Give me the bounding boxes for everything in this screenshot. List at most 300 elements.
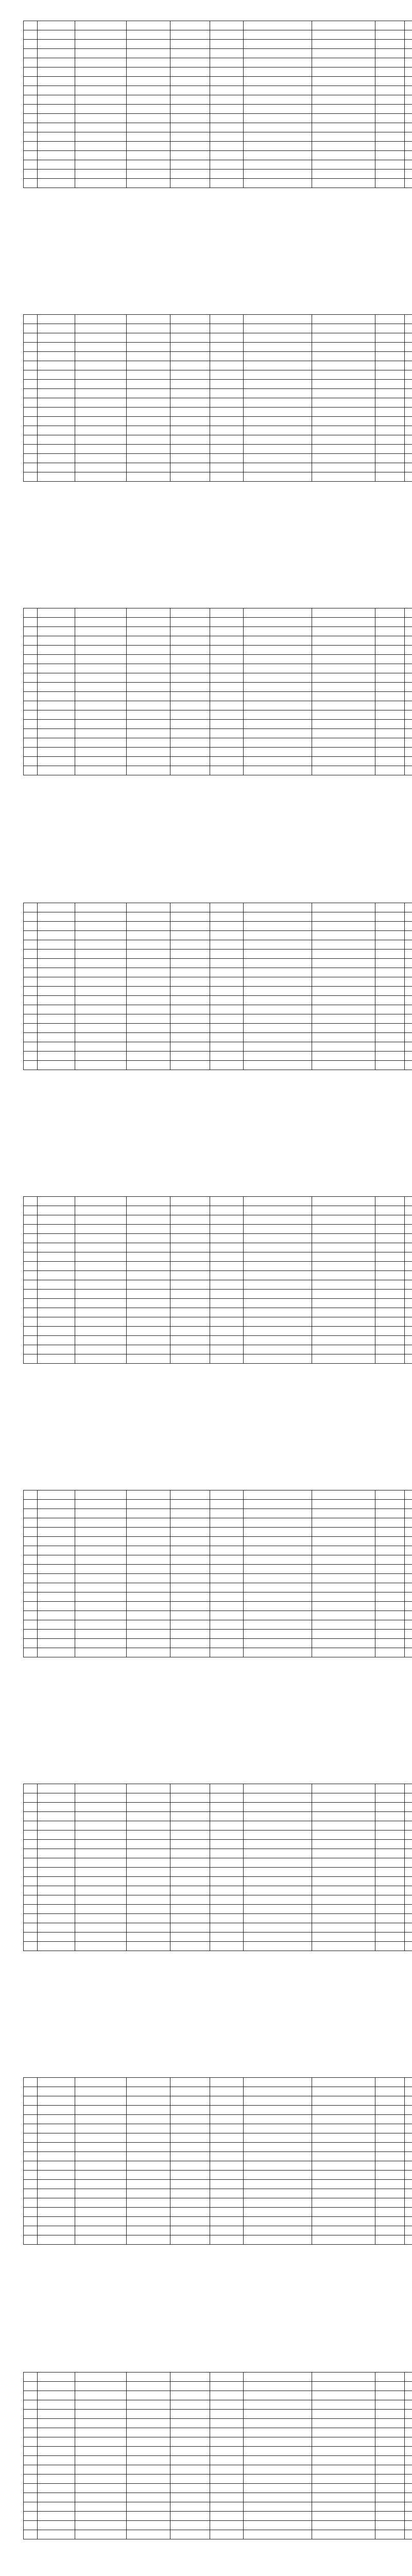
table-cell: [127, 1317, 170, 1327]
table-cell: [405, 2152, 412, 2161]
table-row: [24, 2410, 412, 2419]
table-cell: [405, 1803, 412, 1812]
table-row: [24, 1914, 412, 1923]
table-cell: [75, 1234, 127, 1243]
table-cell: [244, 49, 312, 58]
table-cell: [170, 2087, 210, 2096]
table-cell: [244, 2410, 312, 2419]
row-number-cell: [24, 2428, 38, 2437]
table-cell: [75, 1061, 127, 1070]
table-cell: [38, 977, 75, 987]
table-cell: [170, 748, 210, 757]
table-cell: [375, 1555, 405, 1565]
row-number-cell: [24, 1299, 38, 1308]
table-cell: [210, 1895, 244, 1905]
table-cell: [405, 77, 412, 86]
table-row: [24, 1611, 412, 1620]
row-number-cell: [24, 2217, 38, 2226]
table-cell: [244, 2161, 312, 2171]
table-cell: [312, 646, 375, 655]
table-cell: [170, 463, 210, 472]
table-cell: [38, 1024, 75, 1033]
row-number-cell: [24, 692, 38, 701]
table-cell: [127, 333, 170, 343]
row-number-cell: [24, 1327, 38, 1336]
table-cell: [312, 1206, 375, 1215]
row-number-cell: [24, 2106, 38, 2115]
table-cell: [75, 1024, 127, 1033]
table-row: [24, 922, 412, 931]
table-cell: [127, 151, 170, 160]
row-number-cell: [24, 636, 38, 646]
table-cell: [170, 977, 210, 987]
table-cell: [210, 160, 244, 170]
table-cell: [405, 912, 412, 922]
table-cell: [127, 2226, 170, 2235]
table-cell: [405, 1327, 412, 1336]
table-cell: [312, 1052, 375, 1061]
table-cell: [405, 1574, 412, 1583]
table-cell: [75, 1812, 127, 1821]
table-cell: [312, 1336, 375, 1345]
table-row: [24, 160, 412, 170]
table-cell: [244, 352, 312, 361]
table-cell: [312, 912, 375, 922]
table-cell: [375, 315, 405, 324]
table-cell: [170, 1243, 210, 1252]
table-cell: [170, 738, 210, 748]
table-cell: [405, 2115, 412, 2124]
table-cell: [210, 1849, 244, 1858]
table-cell: [127, 655, 170, 664]
table-cell: [38, 1354, 75, 1364]
table-cell: [38, 2447, 75, 2456]
row-number-cell: [24, 2372, 38, 2382]
table-cell: [38, 114, 75, 123]
table-cell: [127, 729, 170, 738]
table-cell: [210, 1914, 244, 1923]
table-cell: [375, 408, 405, 417]
table-cell: [312, 2078, 375, 2087]
table-row: [24, 315, 412, 324]
table-cell: [312, 2171, 375, 2180]
table-cell: [244, 2226, 312, 2235]
table-row: [24, 950, 412, 959]
table-cell: [244, 1639, 312, 1648]
row-number-cell: [24, 1583, 38, 1592]
table-cell: [38, 748, 75, 757]
table-cell: [75, 1005, 127, 1014]
table-cell: [312, 1821, 375, 1831]
table-cell: [210, 1942, 244, 1951]
table-cell: [38, 333, 75, 343]
table-cell: [312, 30, 375, 40]
row-number-cell: [24, 1630, 38, 1639]
table-cell: [375, 132, 405, 142]
table-cell: [38, 1234, 75, 1243]
table-cell: [405, 931, 412, 940]
table-cell: [127, 324, 170, 333]
table-cell: [375, 1509, 405, 1518]
table-cell: [75, 710, 127, 720]
row-number-cell: [24, 1611, 38, 1620]
table-cell: [405, 343, 412, 352]
table-cell: [75, 2171, 127, 2180]
table-cell: [244, 2493, 312, 2502]
table-cell: [375, 333, 405, 343]
table-cell: [127, 1555, 170, 1565]
table-cell: [210, 968, 244, 977]
row-number-cell: [24, 1215, 38, 1225]
table-cell: [375, 1620, 405, 1630]
row-number-cell: [24, 426, 38, 435]
row-number-cell: [24, 315, 38, 324]
table-cell: [210, 1886, 244, 1895]
table-cell: [405, 408, 412, 417]
table-row: [24, 2171, 412, 2180]
table-cell: [405, 2235, 412, 2245]
table-cell: [170, 40, 210, 49]
table-row: [24, 435, 412, 445]
table-cell: [75, 58, 127, 67]
table-cell: [38, 729, 75, 738]
table-cell: [375, 757, 405, 766]
table-row: [24, 977, 412, 987]
table-cell: [375, 729, 405, 738]
table-cell: [210, 766, 244, 775]
row-number-cell: [24, 2226, 38, 2235]
table-row: [24, 40, 412, 49]
table-cell: [210, 1014, 244, 1024]
table-cell: [210, 636, 244, 646]
table-cell: [312, 86, 375, 95]
table-cell: [375, 931, 405, 940]
table-cell: [127, 940, 170, 950]
table-cell: [375, 627, 405, 636]
table-cell: [210, 454, 244, 463]
table-cell: [127, 1042, 170, 1052]
table-cell: [127, 1327, 170, 1336]
table-cell: [127, 160, 170, 170]
table-cell: [38, 1005, 75, 1014]
table-cell: [375, 160, 405, 170]
table-cell: [170, 1886, 210, 1895]
table-cell: [312, 1345, 375, 1354]
table-cell: [127, 398, 170, 408]
table-cell: [405, 1500, 412, 1509]
table-cell: [312, 1803, 375, 1812]
table-cell: [405, 132, 412, 142]
table-cell: [127, 1592, 170, 1602]
table-cell: [375, 1821, 405, 1831]
table-cell: [75, 40, 127, 49]
table-cell: [38, 1942, 75, 1951]
table-cell: [375, 2475, 405, 2484]
table-cell: [244, 1858, 312, 1868]
table-cell: [170, 472, 210, 482]
table-row: [24, 1280, 412, 1290]
table-cell: [244, 2447, 312, 2456]
row-number-cell: [24, 977, 38, 987]
table-cell: [127, 2171, 170, 2180]
table-cell: [170, 683, 210, 692]
table-cell: [170, 2493, 210, 2502]
table-cell: [244, 2502, 312, 2512]
table-cell: [405, 463, 412, 472]
table-cell: [312, 2400, 375, 2410]
table-cell: [170, 343, 210, 352]
table-cell: [312, 1014, 375, 1024]
table-cell: [127, 2087, 170, 2096]
table-cell: [244, 627, 312, 636]
row-number-cell: [24, 608, 38, 618]
table-cell: [375, 1565, 405, 1574]
table-cell: [405, 2382, 412, 2391]
table-cell: [312, 333, 375, 343]
table-cell: [210, 1042, 244, 1052]
table-cell: [75, 2410, 127, 2419]
table-row: [24, 1574, 412, 1583]
table-cell: [312, 720, 375, 729]
table-cell: [170, 1262, 210, 1271]
table-cell: [405, 1528, 412, 1537]
row-number-cell: [24, 105, 38, 114]
table-cell: [127, 2133, 170, 2143]
table-cell: [75, 2419, 127, 2428]
record-table: [23, 1196, 412, 1364]
table-cell: [244, 692, 312, 701]
table-cell: [375, 426, 405, 435]
table-cell: [170, 1290, 210, 1299]
table-cell: [170, 2484, 210, 2493]
table-cell: [38, 58, 75, 67]
table-cell: [244, 646, 312, 655]
table-cell: [244, 1630, 312, 1639]
table-cell: [210, 2171, 244, 2180]
table-cell: [244, 114, 312, 123]
table-cell: [312, 67, 375, 77]
table-cell: [75, 1905, 127, 1914]
table-cell: [375, 2235, 405, 2245]
table-cell: [312, 1784, 375, 1793]
table-cell: [210, 2180, 244, 2189]
table-cell: [210, 2475, 244, 2484]
table-cell: [75, 1592, 127, 1602]
table-cell: [210, 1648, 244, 1657]
table-cell: [170, 692, 210, 701]
table-cell: [75, 1630, 127, 1639]
table-cell: [375, 940, 405, 950]
table-cell: [38, 472, 75, 482]
table-cell: [127, 343, 170, 352]
table-row: [24, 1821, 412, 1831]
table-cell: [170, 766, 210, 775]
table-cell: [375, 170, 405, 179]
record-table: [23, 314, 412, 482]
table-cell: [210, 950, 244, 959]
table-cell: [375, 1886, 405, 1895]
row-number-cell: [24, 1942, 38, 1951]
table-cell: [38, 2521, 75, 2530]
table-cell: [405, 1280, 412, 1290]
table-cell: [210, 170, 244, 179]
table-cell: [75, 618, 127, 627]
table-cell: [75, 1197, 127, 1206]
table-cell: [38, 1565, 75, 1574]
table-row: [24, 1014, 412, 1024]
row-number-cell: [24, 40, 38, 49]
table-cell: [75, 95, 127, 105]
table-cell: [75, 1317, 127, 1327]
table-cell: [170, 1252, 210, 1262]
table-cell: [127, 710, 170, 720]
table-cell: [405, 2096, 412, 2106]
row-number-cell: [24, 720, 38, 729]
table-cell: [127, 1014, 170, 1024]
table-cell: [38, 1620, 75, 1630]
table-cell: [127, 114, 170, 123]
table-cell: [244, 1299, 312, 1308]
table-cell: [244, 389, 312, 398]
row-number-cell: [24, 2512, 38, 2521]
table-cell: [38, 2198, 75, 2208]
table-cell: [375, 1280, 405, 1290]
table-cell: [38, 370, 75, 380]
table-row: [24, 2217, 412, 2226]
table-cell: [38, 2437, 75, 2447]
table-cell: [38, 105, 75, 114]
table-cell: [312, 1840, 375, 1849]
table-cell: [375, 1500, 405, 1509]
table-cell: [38, 1345, 75, 1354]
table-cell: [75, 2078, 127, 2087]
table-cell: [75, 1308, 127, 1317]
table-cell: [405, 160, 412, 170]
table-row: [24, 1354, 412, 1364]
table-cell: [38, 1042, 75, 1052]
table-row: [24, 1509, 412, 1518]
table-cell: [312, 2530, 375, 2539]
table-cell: [210, 1555, 244, 1565]
table-row: [24, 968, 412, 977]
table-cell: [244, 1243, 312, 1252]
table-cell: [375, 1849, 405, 1858]
table-cell: [170, 1574, 210, 1583]
table-cell: [244, 977, 312, 987]
table-row: [24, 1206, 412, 1215]
table-cell: [244, 1565, 312, 1574]
table-cell: [375, 2428, 405, 2437]
table-cell: [210, 463, 244, 472]
table-row: [24, 1546, 412, 1555]
table-cell: [170, 1336, 210, 1345]
table-cell: [75, 766, 127, 775]
table-cell: [210, 1317, 244, 1327]
table-cell: [375, 2447, 405, 2456]
table-cell: [127, 1793, 170, 1803]
table-row: [24, 1565, 412, 1574]
table-cell: [210, 1602, 244, 1611]
table-cell: [244, 445, 312, 454]
table-row: [24, 1518, 412, 1528]
table-cell: [375, 2143, 405, 2152]
table-row: [24, 67, 412, 77]
table-cell: [170, 389, 210, 398]
table-cell: [375, 2152, 405, 2161]
table-cell: [210, 748, 244, 757]
table-cell: [312, 2475, 375, 2484]
row-number-cell: [24, 123, 38, 132]
row-number-cell: [24, 2208, 38, 2217]
table-cell: [210, 114, 244, 123]
table-cell: [75, 445, 127, 454]
table-cell: [170, 2400, 210, 2410]
table-cell: [312, 2465, 375, 2475]
table-cell: [75, 30, 127, 40]
table-cell: [170, 1033, 210, 1042]
table-cell: [170, 1803, 210, 1812]
table-cell: [375, 114, 405, 123]
table-cell: [75, 931, 127, 940]
row-number-cell: [24, 1518, 38, 1528]
table-cell: [312, 2447, 375, 2456]
row-number-cell: [24, 2078, 38, 2087]
table-cell: [312, 1252, 375, 1262]
table-cell: [75, 2502, 127, 2512]
table-cell: [405, 445, 412, 454]
table-cell: [75, 1840, 127, 1849]
table-cell: [244, 1345, 312, 1354]
table-row: [24, 627, 412, 636]
row-number-cell: [24, 2465, 38, 2475]
table-row: [24, 2391, 412, 2400]
table-cell: [405, 86, 412, 95]
table-cell: [127, 1821, 170, 1831]
table-cell: [210, 2530, 244, 2539]
table-cell: [244, 30, 312, 40]
table-row: [24, 1317, 412, 1327]
row-number-cell: [24, 646, 38, 655]
table-row: [24, 333, 412, 343]
row-number-cell: [24, 2437, 38, 2447]
table-cell: [210, 710, 244, 720]
table-cell: [75, 435, 127, 445]
table-cell: [244, 1537, 312, 1546]
table-cell: [375, 1354, 405, 1364]
row-number-cell: [24, 30, 38, 40]
table-cell: [127, 463, 170, 472]
table-cell: [38, 931, 75, 940]
table-cell: [405, 618, 412, 627]
table-row: [24, 1052, 412, 1061]
table-cell: [312, 1271, 375, 1280]
row-number-cell: [24, 1234, 38, 1243]
table-cell: [405, 1565, 412, 1574]
table-cell: [38, 2161, 75, 2171]
row-number-cell: [24, 1933, 38, 1942]
table-cell: [375, 417, 405, 426]
table-cell: [405, 1546, 412, 1555]
row-number-cell: [24, 1345, 38, 1354]
table-cell: [312, 922, 375, 931]
table-row: [24, 426, 412, 435]
table-cell: [75, 1215, 127, 1225]
table-cell: [210, 1033, 244, 1042]
table-row: [24, 95, 412, 105]
row-number-cell: [24, 324, 38, 333]
table-cell: [244, 2198, 312, 2208]
table-cell: [127, 1895, 170, 1905]
